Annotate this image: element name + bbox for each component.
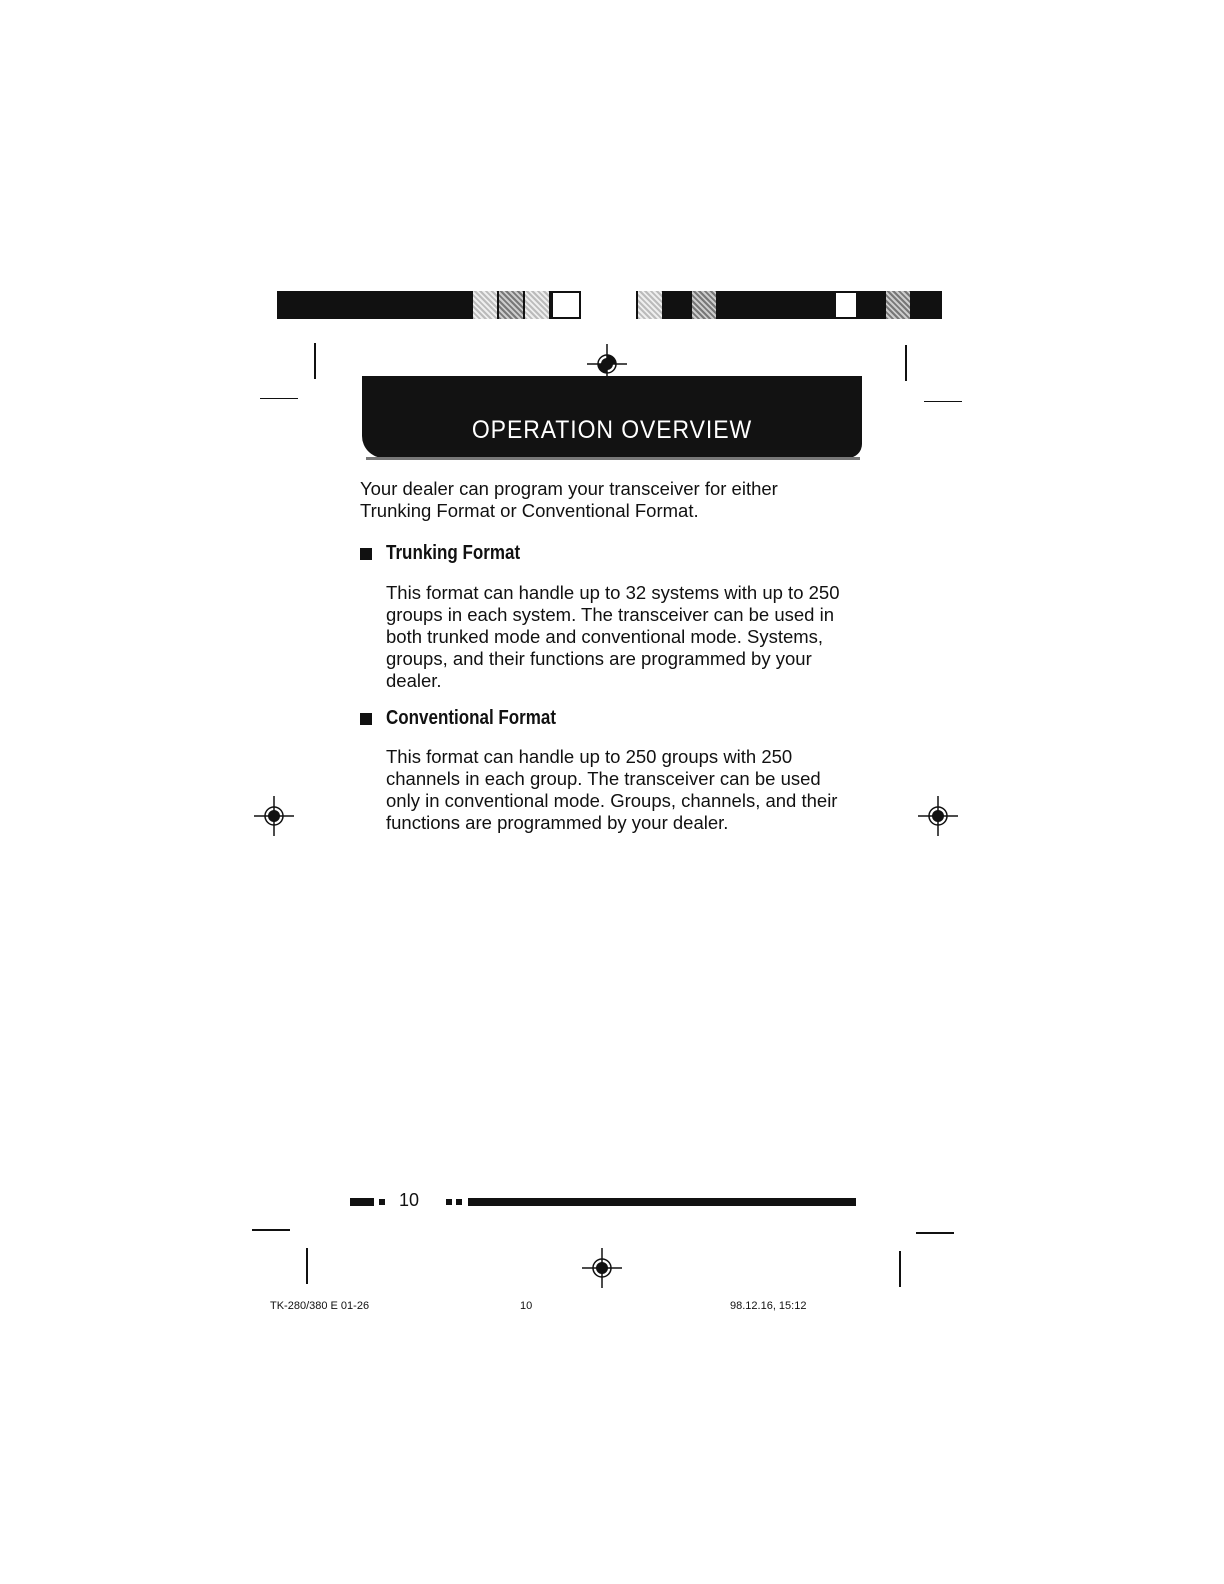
page-title: OPERATION OVERVIEW [471, 416, 753, 444]
section-banner [362, 376, 862, 458]
square-bullet-icon [360, 548, 372, 560]
trim-mark-vertical-top-right [905, 345, 907, 381]
footer-mark-dot-2 [456, 1199, 462, 1205]
trim-mark-horizontal-bottom-left [252, 1229, 290, 1231]
top-left-registration-bar [277, 291, 581, 319]
square-bullet-icon [360, 713, 372, 725]
section-body-trunking: This format can handle up to 32 systems with up to 250 groups in each system. The transceiver can be used in both trunked mode and conventional mode. Systems, groups, and their functions are programmed by your dealer. [386, 582, 840, 691]
footer-mark-left [350, 1198, 374, 1206]
print-slug-page: 10 [520, 1300, 533, 1312]
trim-mark-horizontal-top-right [924, 401, 962, 402]
footer-rule [468, 1198, 856, 1206]
registration-crosshair-right-icon [918, 796, 958, 836]
footer-mark-left-dot [379, 1199, 385, 1205]
trim-mark-vertical-top-left [314, 343, 316, 379]
trim-mark-vertical-bottom-right [899, 1251, 901, 1287]
registration-crosshair-left-icon [254, 796, 294, 836]
section-heading-conventional: Conventional Format [386, 707, 557, 729]
banner-underline [366, 457, 860, 460]
footer-mark-dot-1 [446, 1199, 452, 1205]
trim-mark-horizontal-bottom-right [916, 1232, 954, 1234]
registration-crosshair-bottom-icon [582, 1248, 622, 1288]
section-heading-trunking: Trunking Format [386, 542, 521, 564]
top-right-registration-bar [636, 291, 942, 319]
intro-paragraph: Your dealer can program your transceiver for either Trunking Format or Conventional Format. [360, 478, 778, 521]
page-number: 10 [399, 1190, 420, 1210]
print-slug-file: TK-280/380 E 01-26 [270, 1300, 370, 1312]
trim-mark-horizontal-top-left [260, 398, 298, 399]
section-body-conventional: This format can handle up to 250 groups with 250 channels in each group. The transceiver can be used only in conventional mode. Groups, channels, and their functions are programmed by your dealer. [386, 746, 838, 833]
print-slug-timestamp: 98.12.16, 15:12 [730, 1300, 807, 1312]
trim-mark-vertical-bottom-left [306, 1248, 308, 1284]
